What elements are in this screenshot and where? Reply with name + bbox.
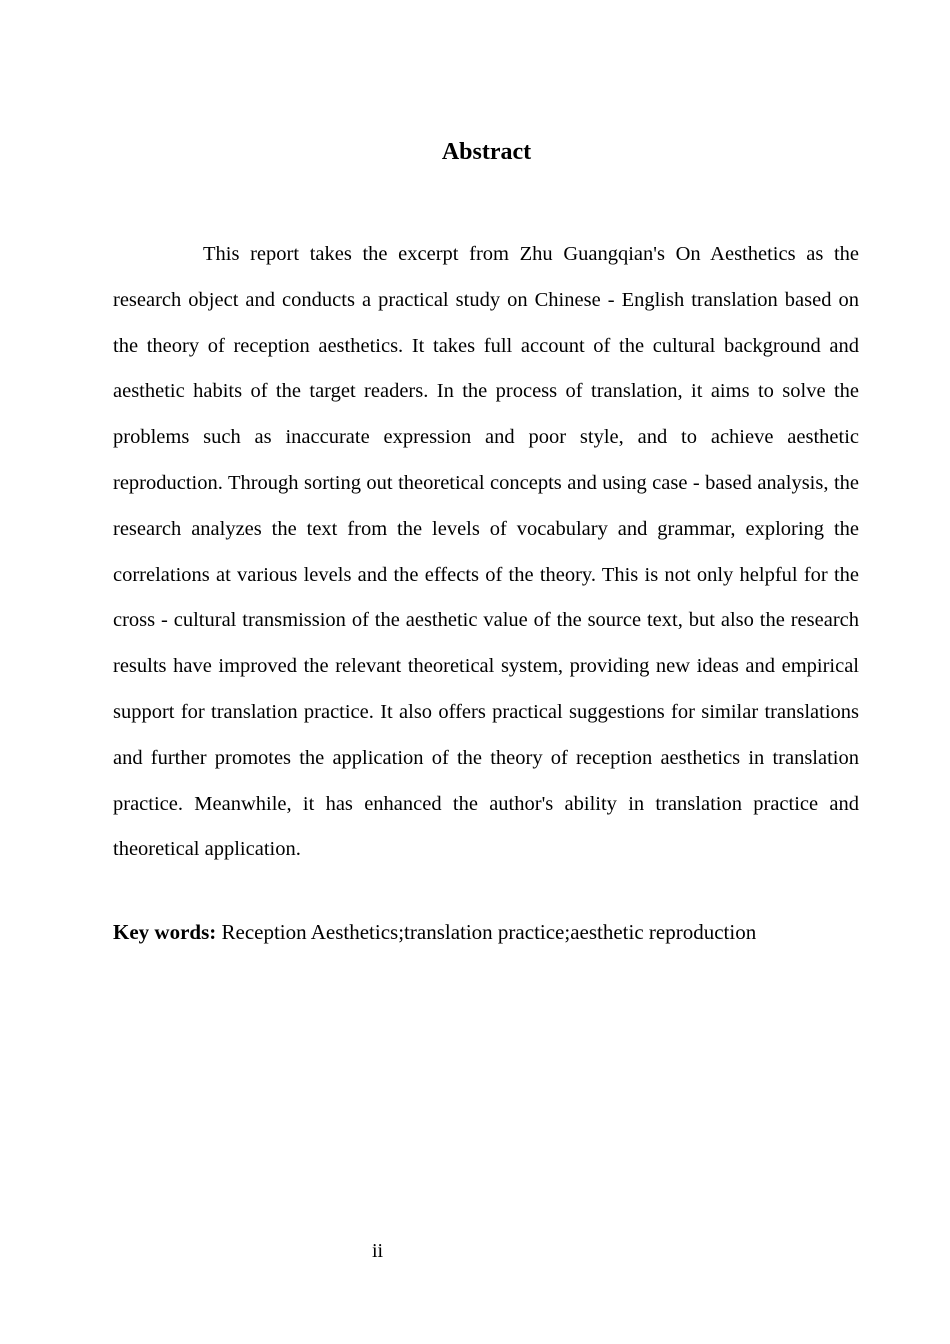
keywords-label: Key words:: [113, 920, 217, 944]
keywords-line: [113, 916, 859, 948]
keywords-text: Reception Aesthetics;translation practice;aesthetic reproduction: [221, 920, 757, 944]
abstract-title: Abstract: [441, 139, 532, 165]
page-number: ii: [372, 1240, 384, 1262]
abstract-body: This report takes the excerpt from Zhu Guangqian's On Aesthetics as the research object and conducts a practical study on Chinese - English translation based on the theory of reception aesthetics. It takes full account of the cultural background and aesthetic habits of the target readers. In the process of translation, it aims to solve the problems such as inaccurate expression and poor style, and to achieve aesthetic reproduction. Through sorting out theoretical concepts and using case - based analysis, the research analyzes the text from the levels of vocabulary and grammar, exploring the correlations at various levels and the effects of the theory. This is not only helpful for the cross - cultural transmission of the aesthetic value of the source text, but also the research results have improved the relevant theoretical system, providing new ideas and empirical support for translation practice. It also offers practical suggestions for similar translations and further promotes the application of the theory of reception aesthetics in translation practice. Meanwhile, it has enhanced the author's ability in translation practice and theoretical application.: [113, 243, 859, 861]
